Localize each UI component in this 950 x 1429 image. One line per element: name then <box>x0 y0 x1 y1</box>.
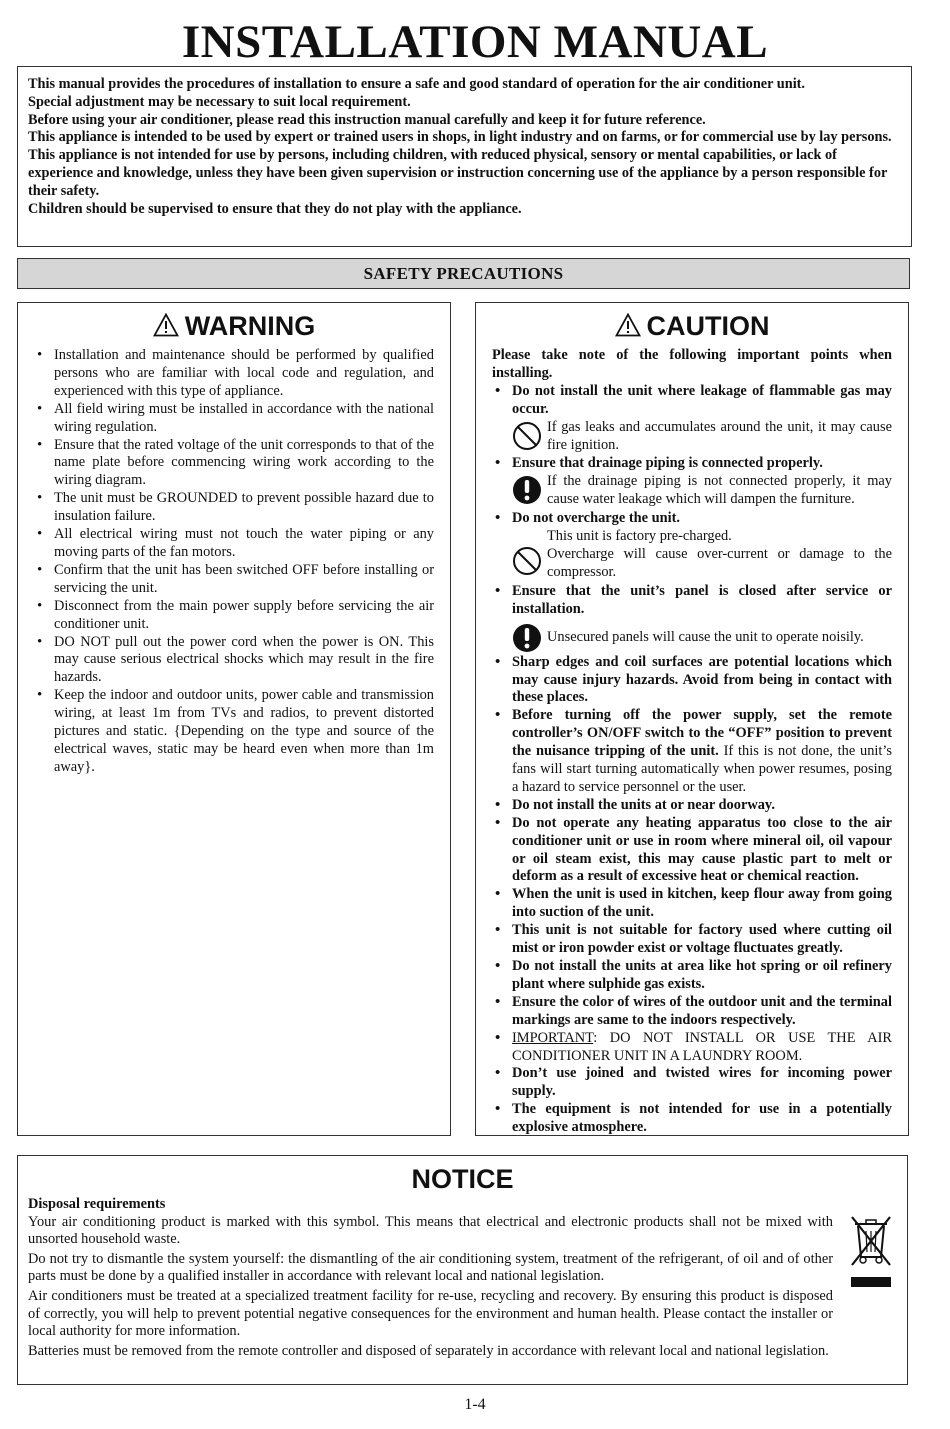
caution-lead: Please take note of the following important points when installing. <box>492 347 892 381</box>
intro-paragraph: This appliance is not intended for use by persons, including children, with reduced physical, sensory or mental capabilities, or lack of experience and knowledge, unless they have been given supervision or instruction concerning use of the appliance by a person responsible for their safety. <box>28 147 888 199</box>
page-number: 1-4 <box>464 1396 486 1413</box>
warning-triangle-icon <box>153 311 179 345</box>
page-title: INSTALLATION MANUAL <box>181 16 769 68</box>
list-item <box>492 510 892 582</box>
list-item-text: If this is not done, the unit’s fans will start turning automatically when power resumes, posing a hazard to service personnel or the user. <box>512 743 893 795</box>
sub-note-text: Overcharge will cause over-current or damage to the compressor. <box>547 545 892 580</box>
warning-list <box>34 347 434 777</box>
prohibition-circle-icon <box>512 421 542 451</box>
crossed-out-wheelie-bin-icon <box>849 1211 893 1291</box>
list-item: • Ensure the color of wires of the outdoor unit and the terminal markings are same to the indoors respectively. <box>492 994 892 1030</box>
sub-note <box>512 528 892 582</box>
notice-heading: NOTICE <box>411 1164 514 1194</box>
prohibition-circle-icon <box>512 546 542 576</box>
list-item: • The equipment is not intended for use in a potentially explosive atmosphere. <box>492 1101 892 1136</box>
notice-paragraph: Air conditioners must be treated at a specialized treatment facility for re-use, recycling and recovery. By ensuring this product is disposed of correctly, you will help to prevent potential negative consequences for the environment and human health. Please contact the installer or local authority for more information. <box>28 1287 833 1340</box>
caution-heading <box>492 309 892 345</box>
list-item-text: Before turning off the power supply, set the remote controller’s ON/OFF switch to the “OFF” position to prevent the nuisance tripping of the unit. <box>512 707 892 760</box>
caution-heading-text: CAUTION <box>646 311 770 341</box>
intro-paragraph: Special adjustment may be necessary to suit local requirement. <box>28 93 411 110</box>
list-item <box>492 455 892 509</box>
intro-paragraph: Before using your air conditioner, please read this instruction manual carefully and keep it for future reference. <box>28 111 706 128</box>
list-item: • Sharp edges and coil surfaces are potential locations which may cause injury hazards. Avoid from being in contact with these places. <box>492 654 892 708</box>
sub-note <box>512 419 892 455</box>
list-item: • Confirm that the unit has been switched OFF before installing or servicing the unit. <box>34 562 434 598</box>
list-item <box>492 1030 892 1066</box>
list-item: • Do not install the units at or near doorway. <box>492 797 892 815</box>
disposal-heading: Disposal requirements <box>28 1196 166 1212</box>
list-item: • Don’t use joined and twisted wires for incoming power supply. <box>492 1065 892 1101</box>
notice-body <box>28 1196 833 1360</box>
list-item-text: Do not install the unit where leakage of flammable gas may occur. <box>512 382 892 417</box>
safety-precautions-heading: SAFETY PRECAUTIONS <box>17 258 910 289</box>
list-item <box>492 383 892 455</box>
list-item <box>492 707 892 797</box>
list-item: • Keep the indoor and outdoor units, power cable and transmission wiring, at least 1m from TVs and radios, to prevent distorted pictures and static. {Depending on the type and source of the electrical waves, static may be heard even when more than 1m away}. <box>34 687 434 777</box>
sub-note <box>512 623 892 653</box>
list-item: • The unit must be GROUNDED to prevent possible hazard due to insulation failure. <box>34 490 434 526</box>
intro-paragraph: Children should be supervised to ensure that they do not play with the appliance. <box>28 200 522 217</box>
list-item: • This unit is not suitable for factory used where cutting oil mist or iron powder exist or voltage fluctuates greatly. <box>492 922 892 958</box>
sub-note-text: This unit is factory pre-charged. <box>547 528 732 545</box>
list-item-text: Ensure that the unit’s panel is closed after service or installation. <box>512 582 892 617</box>
warning-box <box>17 302 451 1136</box>
exclamation-mark-icon <box>512 475 542 505</box>
warning-triangle-icon <box>615 311 641 345</box>
list-item <box>492 583 892 653</box>
warning-heading-text: WARNING <box>184 311 316 341</box>
intro-box <box>17 66 912 247</box>
caution-list <box>492 383 892 1136</box>
sub-note-text: If the drainage piping is not connected properly, it may cause water leakage which will dampen the furniture. <box>547 473 892 508</box>
list-item-text: Do not overcharge the unit. <box>512 510 681 527</box>
list-item: • Do not operate any heating apparatus too close to the air conditioner unit or use in room where mineral oil, oil vapour or oil steam exist, this may cause plastic part to melt or deform as a result of excessive heat or chemical reaction. <box>492 815 892 887</box>
exclamation-mark-icon <box>512 623 542 653</box>
list-item: • When the unit is used in kitchen, keep flour away from going into suction of the unit. <box>492 886 892 922</box>
list-item: • Ensure that the rated voltage of the unit corresponds to that of the name plate before commencing wiring work according to the wiring diagram. <box>34 437 434 491</box>
intro-paragraph: This manual provides the procedures of installation to ensure a safe and good standard of operation for the air conditioner unit. <box>28 76 806 92</box>
list-item: • Installation and maintenance should be performed by qualified persons who are familiar with local code and regulation, and experienced with this type of appliance. <box>34 347 434 401</box>
important-label: IMPORTANT <box>512 1029 594 1046</box>
list-item-text: : DO NOT INSTALL OR USE THE AIR CONDITIONER UNIT IN A LAUNDRY ROOM. <box>512 1029 892 1064</box>
list-item: • Do not install the units at area like hot spring or oil refinery plant where sulphide gas exists. <box>492 958 892 994</box>
list-item: • DO NOT pull out the power cord when the power is ON. This may cause serious electrical shocks which may result in the fire hazards. <box>34 634 434 688</box>
intro-paragraph: This appliance is intended to be used by expert or trained users in shops, in light industry and on farms, or for commercial use by lay persons. <box>28 129 892 146</box>
notice-paragraph: Do not try to dismantle the system yourself: the dismantling of the air conditioning system, treatment of the refrigerant, of oil and of other parts must be done by a qualified installer in accordance with relevant local and national legislation. <box>28 1250 833 1285</box>
notice-paragraph: Your air conditioning product is marked with this symbol. This means that electrical and electronic products shall not be mixed with unsorted household waste. <box>28 1213 833 1248</box>
notice-box <box>17 1155 908 1385</box>
sub-note <box>512 473 892 509</box>
notice-paragraph: Batteries must be removed from the remote controller and disposed of separately in accordance with relevant local and national legislation. <box>28 1342 829 1359</box>
list-item: • All electrical wiring must not touch the water piping or any moving parts of the fan motors. <box>34 526 434 562</box>
sub-note-text: If gas leaks and accumulates around the unit, it may cause fire ignition. <box>547 418 892 453</box>
list-item: • All field wiring must be installed in accordance with the national wiring regulation. <box>34 401 434 437</box>
sub-note-text: Unsecured panels will cause the unit to operate noisily. <box>547 628 864 645</box>
caution-box <box>475 302 909 1136</box>
list-item: • Disconnect from the main power supply before servicing the air conditioner unit. <box>34 598 434 634</box>
warning-heading <box>34 309 434 345</box>
list-item-text: Ensure that drainage piping is connected properly. <box>512 455 823 472</box>
